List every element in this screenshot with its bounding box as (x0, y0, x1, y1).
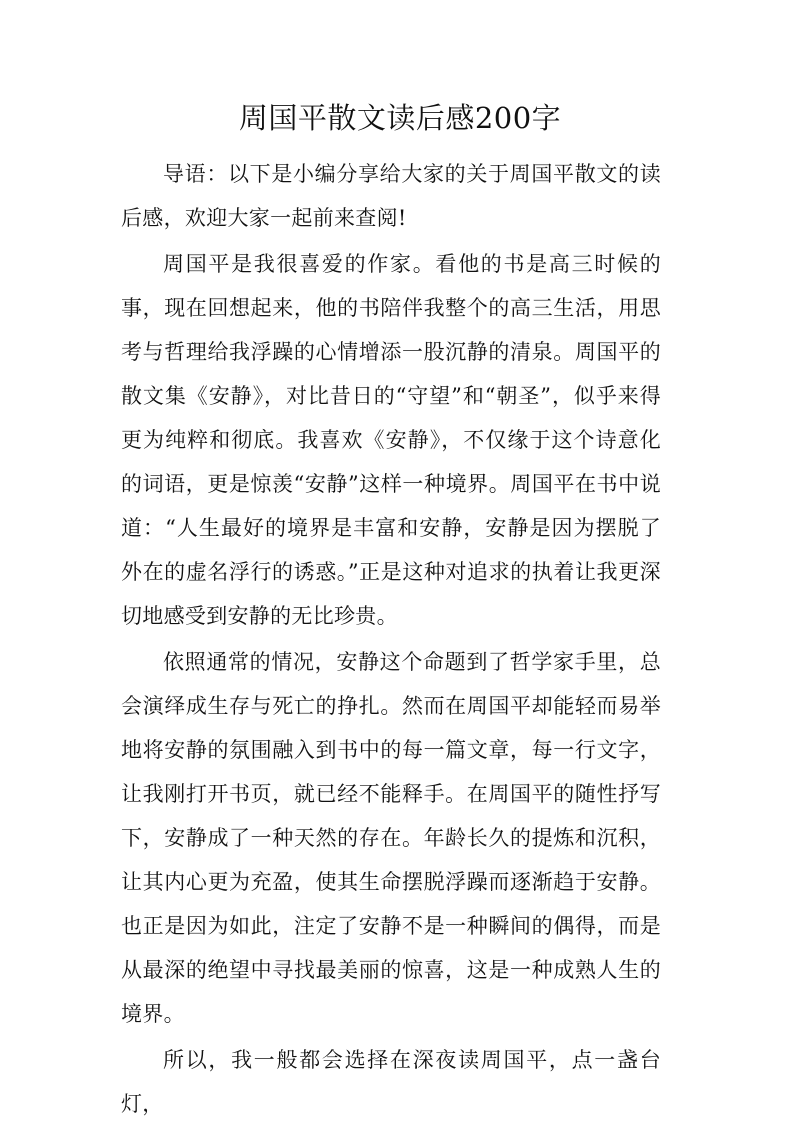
paragraph-1: 周国平是我很喜爱的作家。看他的书是高三时候的事，现在回想起来，他的书陪伴我整个的高三生活，用思考与哲理给我浮躁的心情增添一股沉静的清泉。周国平的散文集《安静》，对比昔日的“守望”和“朝圣”，似乎来得更为纯粹和彻底。我喜欢《安静》，不仅缘于这个诗意化的词语，更是惊羡“安静”这样一种境界。周国平在书中说道：“人生最好的境界是丰富和安静，安静是因为摆脱了外在的虚名浮行的诱惑。”正是这种对追求的执着让我更深切地感受到安静的无比珍贵。 (121, 252, 661, 628)
document-body (121, 152, 661, 1128)
paragraph-2: 依照通常的情况，安静这个命题到了哲学家手里，总会演绎成生存与死亡的挣扎。然而在周国平却能轻而易举地将安静的氛围融入到书中的每一篇文章，每一行文字，让我刚打开书页，就已经不能释手。在周国平的随性抒写下，安静成了一种天然的存在。年龄长久的提炼和沉积，让其内心更为充盈，使其生命摆脱浮躁而逐渐趋于安静。也正是因为如此，注定了安静不是一种瞬间的偶得，而是从最深的绝望中寻找最美丽的惊喜，这是一种成熟人生的境界。 (121, 650, 661, 1026)
document-title: 周国平散文读后感200字 (238, 101, 562, 135)
paragraph-intro: 导语：以下是小编分享给大家的关于周国平散文的读后感，欢迎大家一起前来查阅! (121, 162, 661, 230)
paragraph-3: 所以，我一般都会选择在深夜读周国平，点一盏台灯， (121, 1048, 661, 1116)
